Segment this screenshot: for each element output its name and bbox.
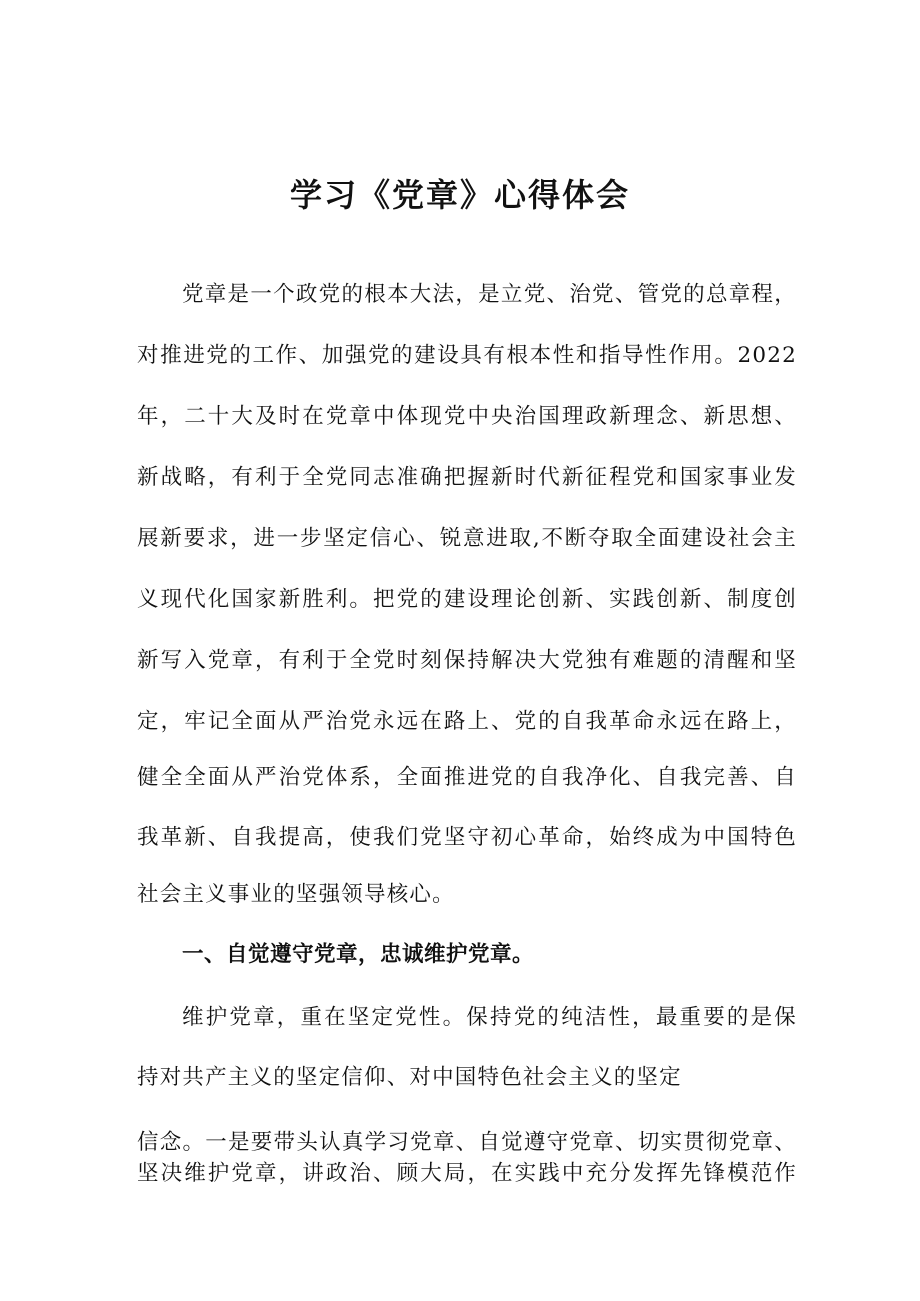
section-heading: 一、自觉遵守党章，忠诚维护党章。 bbox=[182, 942, 535, 967]
paragraph-line: 义现代化国家新胜利。把党的建设理论创新、实践创新、制度创 bbox=[137, 587, 797, 612]
paragraph-line: 新战略，有利于全党同志准确把握新时代新征程党和国家事业发 bbox=[137, 465, 797, 490]
paragraph-line: 我革新、自我提高，使我们党坚守初心革命，始终成为中国特色 bbox=[137, 825, 797, 850]
paragraph-line: 持对共产主义的坚定信仰、对中国特色社会主义的坚定 bbox=[137, 1065, 682, 1090]
paragraph-line: 维护党章，重在坚定党性。保持党的纯洁性，最重要的是保 bbox=[182, 1005, 797, 1030]
paragraph-line: 坚决维护党章，讲政治、顾大局，在实践中充分发挥先锋模范作 bbox=[137, 1161, 797, 1186]
paragraph-line: 新写入党章，有利于全党时刻保持解决大党独有难题的清醒和坚 bbox=[137, 648, 797, 673]
paragraph-line: 年，二十大及时在党章中体现党中央治国理政新理念、新思想、 bbox=[137, 404, 797, 429]
paragraph-line: 信念。一是要带头认真学习党章、自觉遵守党章、切实贯彻党章、 bbox=[137, 1130, 797, 1155]
paragraph-line: 党章是一个政党的根本大法，是立党、治党、管党的总章程， bbox=[182, 282, 797, 307]
paragraph-line: 社会主义事业的坚强领导核心。 bbox=[137, 882, 455, 907]
paragraph-line: 对推进党的工作、加强党的建设具有根本性和指导性作用。2022 bbox=[137, 343, 797, 368]
paragraph-line: 定，牢记全面从严治党永远在路上、党的自我革命永远在路上， bbox=[137, 709, 797, 734]
paragraph-line: 展新要求，进一步坚定信心、锐意进取,不断夺取全面建设社会主 bbox=[137, 526, 797, 551]
document-title: 学习《党章》心得体会 bbox=[289, 176, 630, 214]
paragraph-line: 健全全面从严治党体系，全面推进党的自我净化、自我完善、自 bbox=[137, 765, 797, 790]
